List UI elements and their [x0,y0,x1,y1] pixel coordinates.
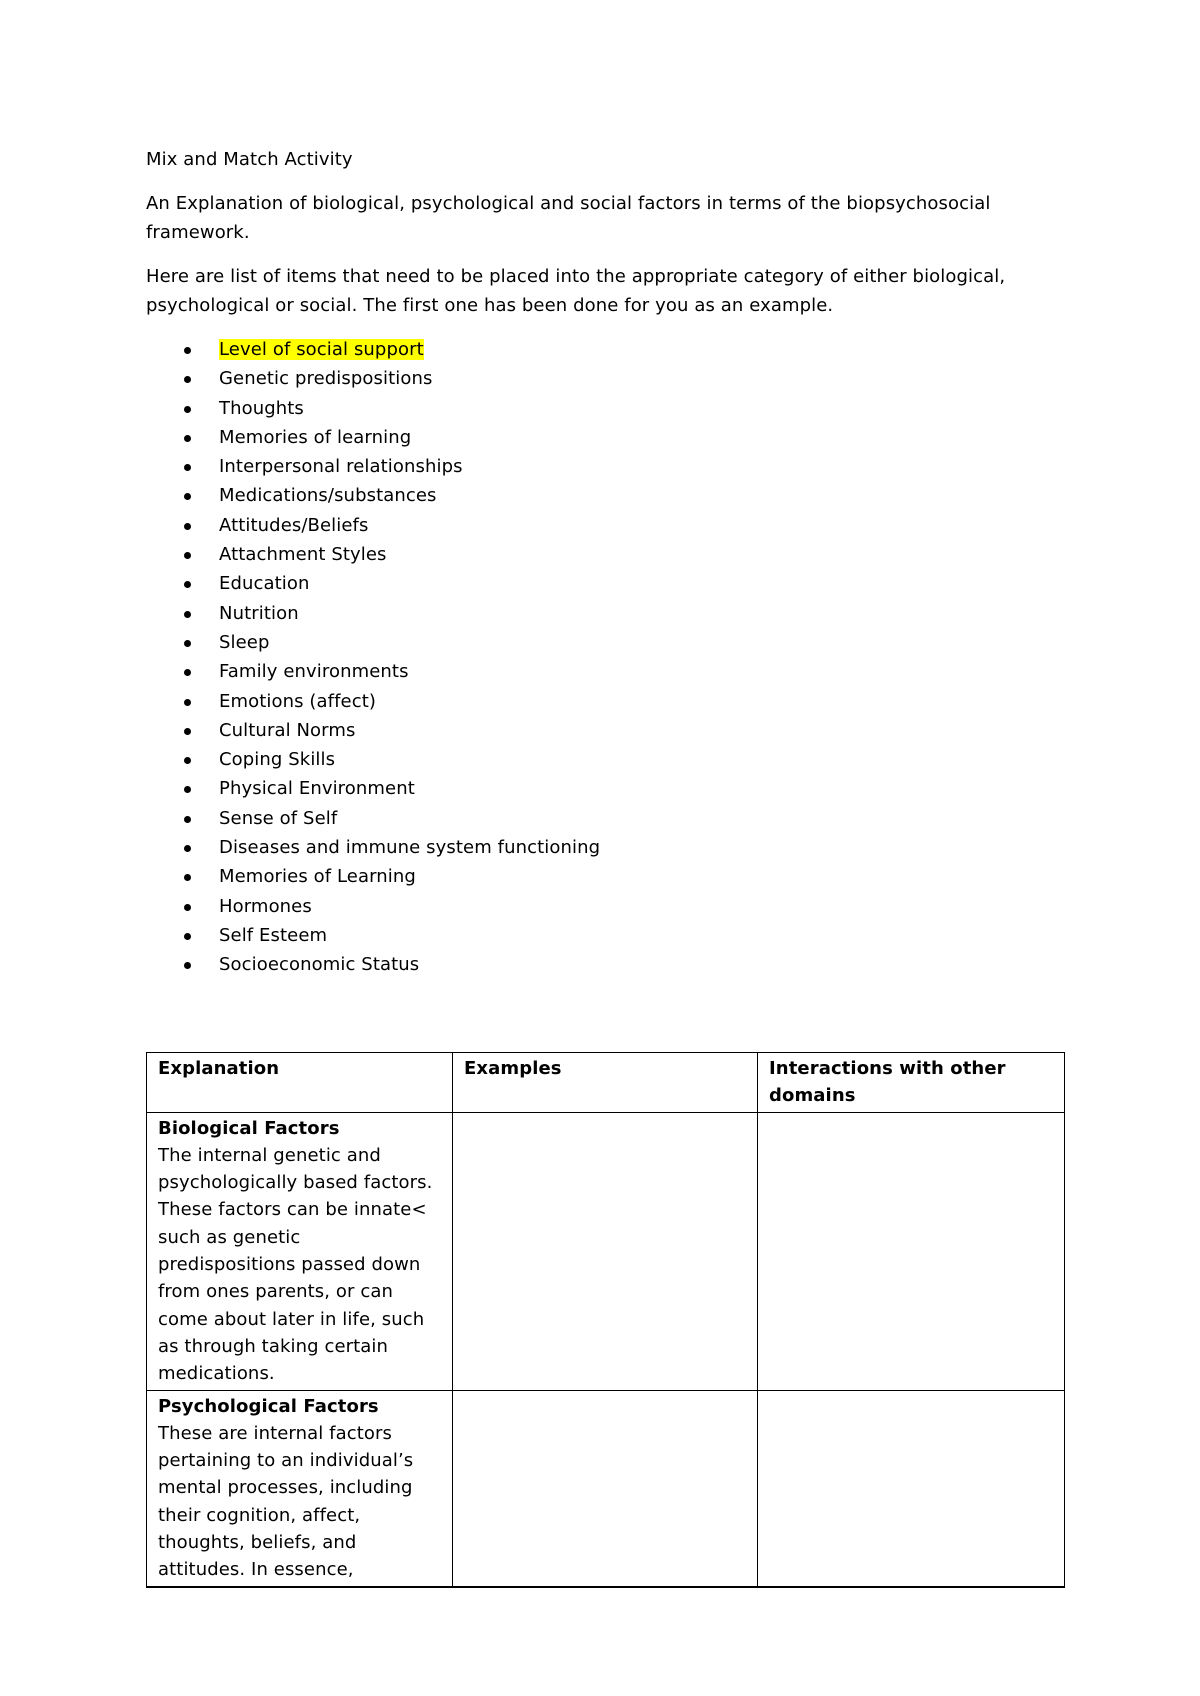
bullet-icon [184,435,191,442]
list-item-label-highlighted: Level of social support [219,339,424,360]
list-item [146,687,1064,716]
explanation-cell [147,1390,453,1587]
bullet-icon [184,406,191,413]
list-item [146,950,1064,979]
list-item [146,511,1064,540]
bullet-icon [184,581,191,588]
bullet-icon [184,786,191,793]
list-item-label: Hormones [219,895,312,917]
list-item [146,892,1064,921]
list-item [146,716,1064,745]
list-item [146,364,1064,393]
list-item-label: Attachment Styles [219,544,387,566]
bullet-icon [184,523,191,530]
list-item-label: Memories of Learning [219,866,416,888]
row-description: The internal genetic and psychologically based factors. These factors can be innate< such as genetic predispositions passed down from ones parents, or can come about later in life, such as through taking certain medications. [158,1144,433,1385]
list-item [146,745,1064,774]
list-item [146,423,1064,452]
list-item [146,599,1064,628]
row-heading: Psychological Factors [158,1395,379,1417]
bullet-icon [184,552,191,559]
list-item-label: Interpersonal relationships [219,456,463,478]
bullet-icon [184,611,191,618]
row-heading: Biological Factors [158,1117,340,1139]
document-title: Mix and Match Activity [146,149,353,170]
interactions-cell[interactable] [758,1112,1065,1390]
list-item [146,481,1064,510]
list-item-label: Thoughts [219,397,304,419]
list-item-label: Family environments [219,661,409,683]
list-item-label: Self Esteem [219,924,328,946]
bullet-icon [184,845,191,852]
bullet-icon [184,640,191,647]
list-item [146,804,1064,833]
bullet-icon [184,493,191,500]
bullet-icon [184,816,191,823]
list-item-label: Genetic predispositions [219,368,433,390]
bullet-icon [184,757,191,764]
intro-paragraph: An Explanation of biological, psychological and social factors in terms of the biopsychosocial framework. [146,193,991,243]
list-item-label: Sense of Self [219,807,338,829]
list-item [146,452,1064,481]
list-item [146,862,1064,891]
list-item-label: Sleep [219,631,270,653]
bullet-icon [184,962,191,969]
list-item [146,657,1064,686]
bullet-icon [184,669,191,676]
list-item [146,540,1064,569]
list-item [146,394,1064,423]
list-item-label: Cultural Norms [219,719,356,741]
table-row [147,1390,1065,1587]
interactions-cell[interactable] [758,1390,1065,1587]
bullet-icon [184,699,191,706]
column-header-examples: Examples [453,1053,758,1113]
bullet-icon [184,933,191,940]
document-body [146,146,1064,980]
list-item [146,833,1064,862]
list-item-label: Socioeconomic Status [219,954,420,976]
list-item [146,921,1064,950]
row-description: These are internal factors pertaining to an individual’s mental processes, including their cognition, affect, thoughts, beliefs, and attitudes. In essence, [158,1422,414,1581]
examples-cell[interactable] [453,1390,758,1587]
list-item [146,774,1064,803]
column-header-explanation: Explanation [147,1053,453,1113]
bullet-icon [184,728,191,735]
list-item-label: Physical Environment [219,778,415,800]
list-item-label: Memories of learning [219,426,412,448]
column-header-interactions: Interactions with other domains [758,1053,1065,1113]
bullet-icon [184,376,191,383]
list-item-label: Emotions (affect) [219,690,376,712]
list-item-label: Medications/substances [219,485,437,507]
items-list [146,335,1064,980]
list-item-label: Coping Skills [219,749,336,771]
examples-cell[interactable] [453,1112,758,1390]
instructions-paragraph: Here are list of items that need to be placed into the appropriate category of either biological, psychological or social. The first one has been done for you as an example. [146,266,1006,316]
explanation-cell [147,1112,453,1390]
bullet-icon [184,904,191,911]
list-item-label: Nutrition [219,602,299,624]
list-item-label: Education [219,573,310,595]
bullet-icon [184,347,191,354]
list-item [146,335,1064,364]
table-row [147,1112,1065,1390]
list-item-label: Diseases and immune system functioning [219,837,601,859]
bullet-icon [184,874,191,881]
factors-table [146,1052,1065,1588]
list-item-label: Attitudes/Beliefs [219,514,369,536]
table-header-row [147,1053,1065,1113]
list-item [146,628,1064,657]
bullet-icon [184,464,191,471]
list-item [146,569,1064,598]
